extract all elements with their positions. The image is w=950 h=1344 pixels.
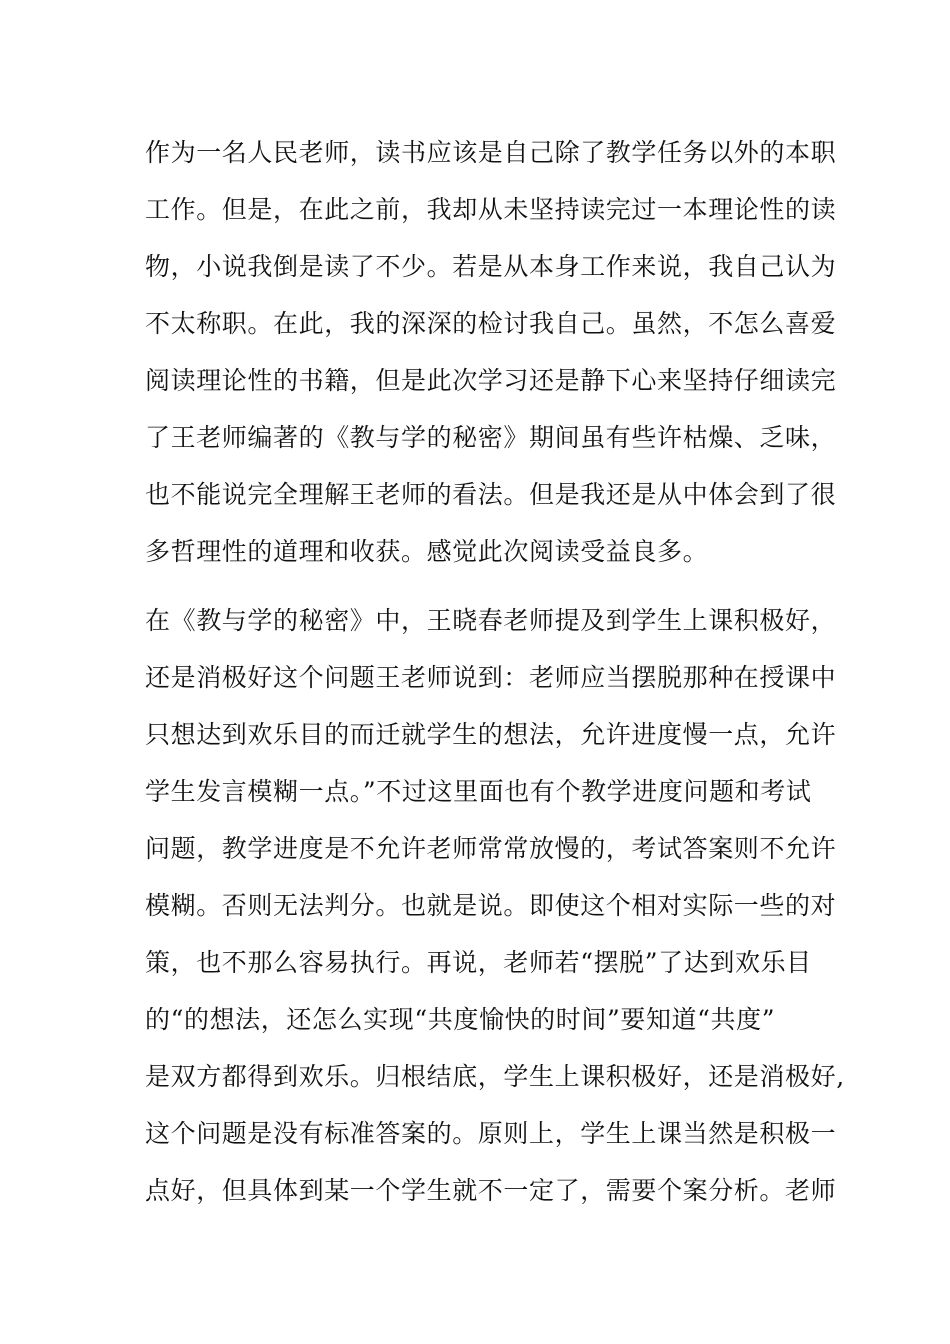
text-line: 了王老师编著的《教与学的秘密》期间虽有些许枯燥、乏味， <box>145 423 837 452</box>
text-line: 是双方都得到欢乐。归根结底，学生上课积极好，还是消极好, <box>145 1062 845 1091</box>
text-line: 只想达到欢乐目的而迁就学生的想法，允许进度慢一点，允许 <box>145 720 837 749</box>
text-line: 不太称职。在此，我的深深的检讨我自己。虽然，不怎么喜爱 <box>145 309 837 338</box>
text-line: 物，小说我倒是读了不少。若是从本身工作来说，我自己认为 <box>145 252 837 281</box>
text-line: 问题，教学进度是不允许老师常常放慢的，考试答案则不允许 <box>145 834 837 863</box>
text-line: 也不能说完全理解王老师的看法。但是我还是从中体会到了很 <box>145 480 837 509</box>
text-line: 工作。但是，在此之前，我却从未坚持读完过一本理论性的读 <box>145 195 837 224</box>
text-line: 作为一名人民老师，读书应该是自己除了教学任务以外的本职 <box>145 138 837 167</box>
text-line: 策，也不那么容易执行。再说，老师若“摆脱”了达到欢乐目 <box>145 948 812 977</box>
text-line: 阅读理论性的书籍，但是此次学习还是静下心来坚持仔细读完 <box>145 366 837 395</box>
text-line: 学生发言模糊一点。”不过这里面也有个教学进度问题和考试 <box>145 777 812 806</box>
text-line: 多哲理性的道理和收获。感觉此次阅读受益良多。 <box>145 537 709 566</box>
text-line: 在《教与学的秘密》中，王晓春老师提及到学生上课积极好， <box>145 606 837 635</box>
text-line: 这个问题是没有标准答案的。原则上，学生上课当然是积极一 <box>145 1119 837 1148</box>
text-line: 点好，但具体到某一个学生就不一定了，需要个案分析。老师 <box>145 1176 837 1205</box>
text-line: 模糊。否则无法判分。也就是说。即使这个相对实际一些的对 <box>145 891 837 920</box>
text-line: 的“的想法，还怎么实现“共度愉快的时间”要知道“共度” <box>145 1005 776 1034</box>
text-line: 还是消极好这个问题王老师说到：老师应当摆脱那种在授课中 <box>145 663 837 692</box>
